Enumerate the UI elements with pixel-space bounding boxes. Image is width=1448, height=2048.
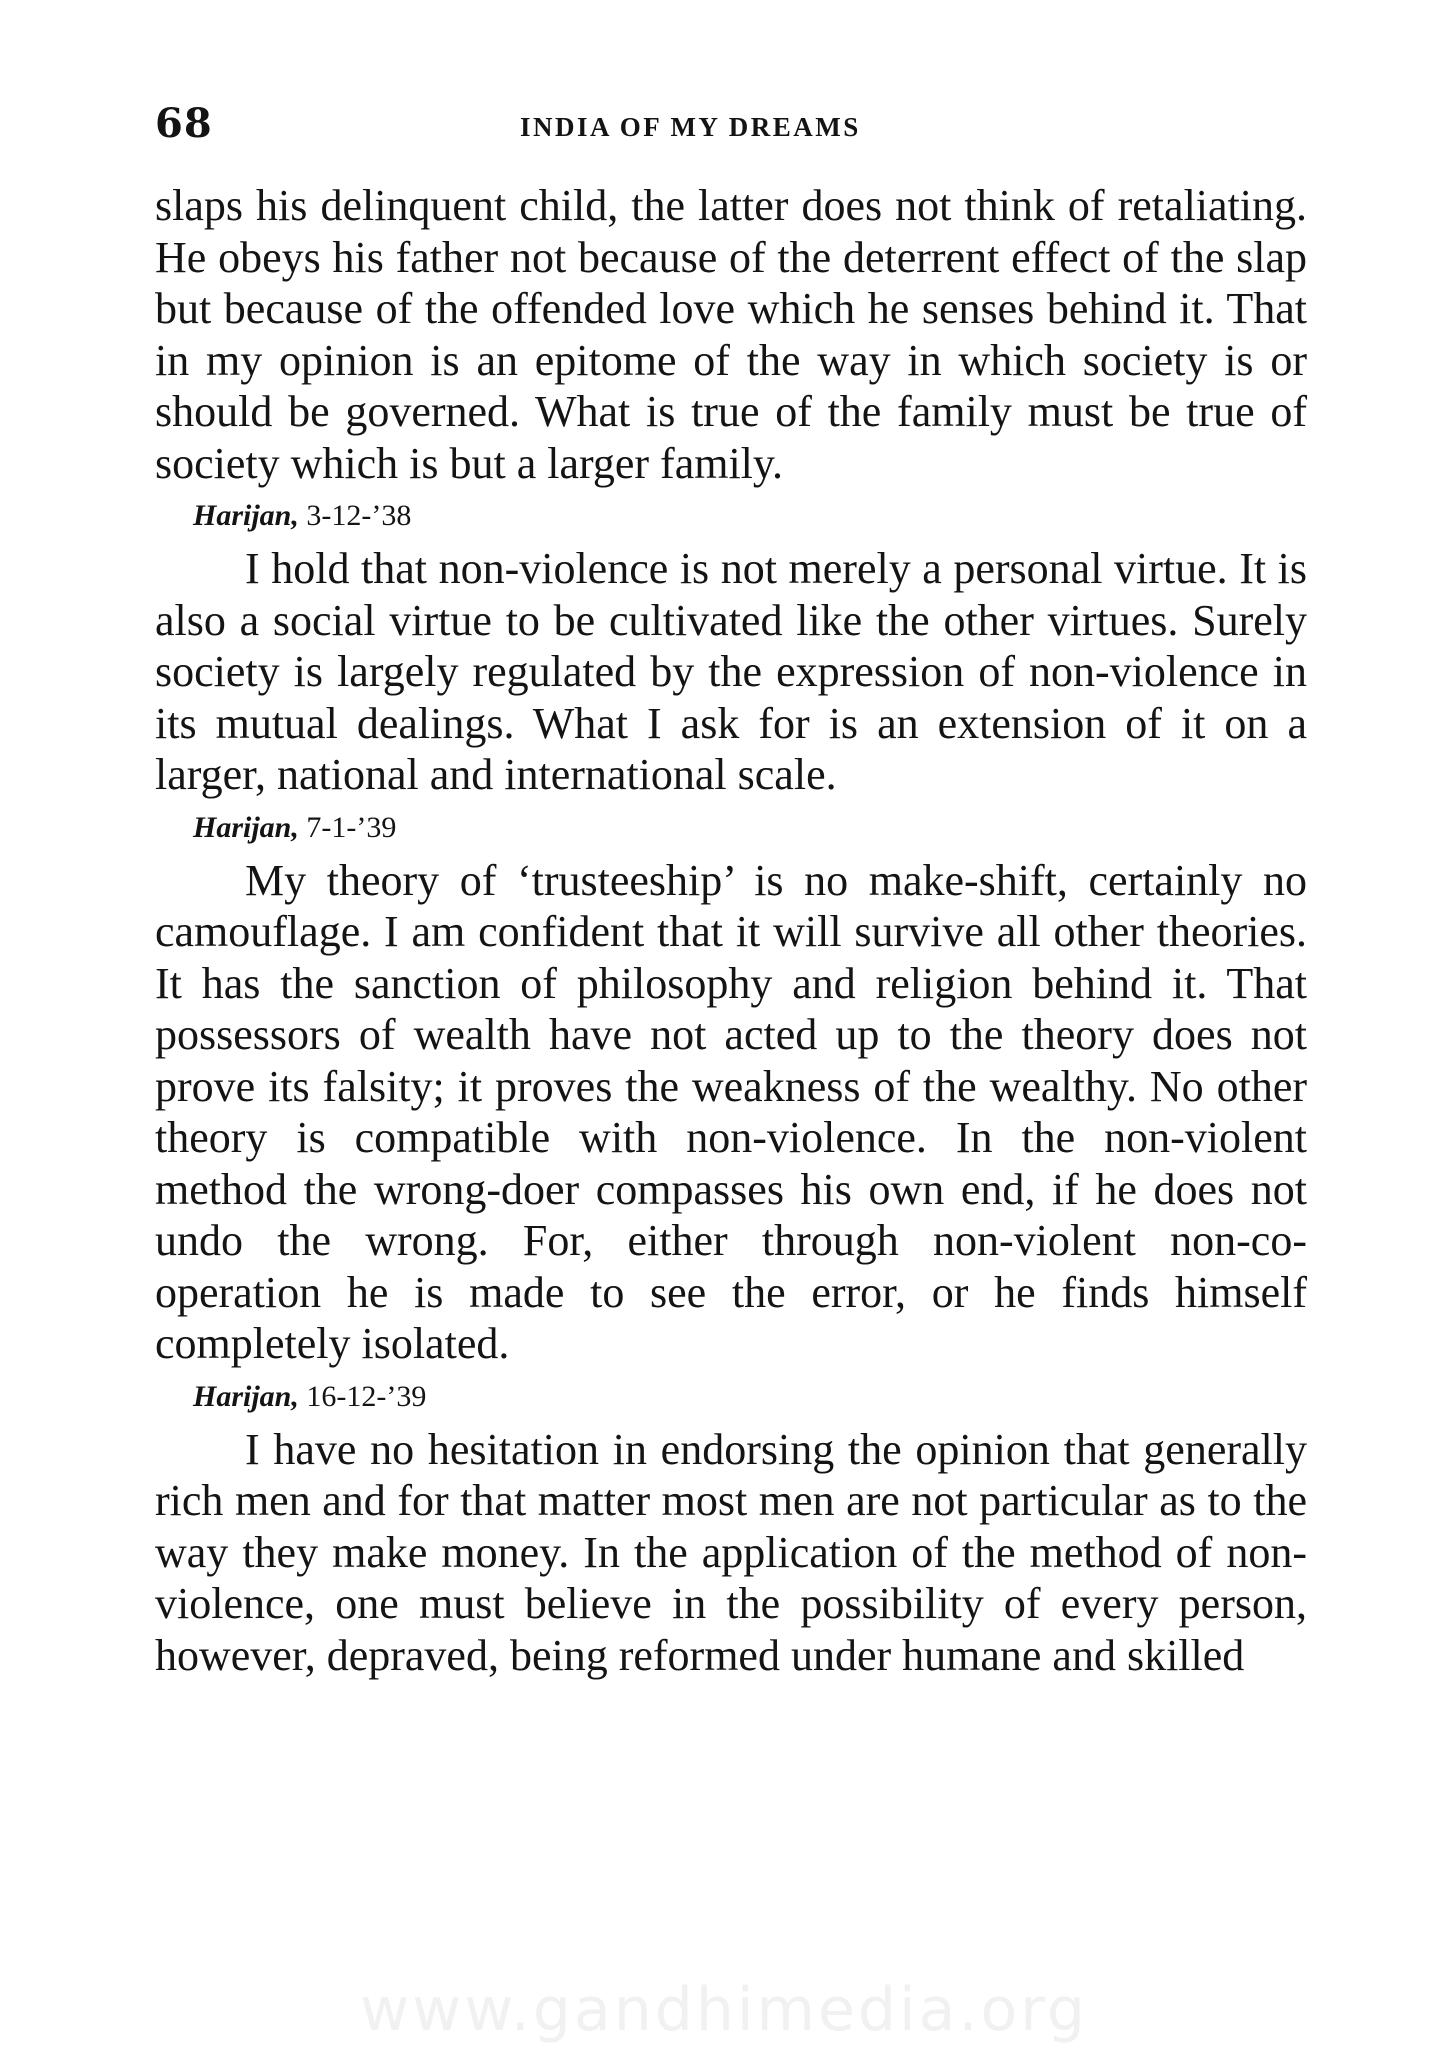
source-date: 7-1-’39 [306,810,397,844]
source-citation-2 [193,811,1307,845]
source-date: 3-12-’38 [306,499,412,532]
watermark: www.gandhimedia.org [360,1975,1088,2045]
body-text [155,180,1307,1681]
source-publication: Harijan, [193,810,299,844]
paragraph-1: slaps his delinquent child, the latter does not think of retaliating. He obeys his father not because of the deterrent effect of the slap but because of the offended love which he senses behind it. That in my opinion is an epitome of the way in which society is or should be governed. What is true of the family must be true of society which is but a larger family. [155,181,1307,488]
page-header [155,100,1300,160]
source-publication: Harijan, [193,1379,299,1413]
source-publication: Harijan, [193,499,299,532]
page-number: 68 [155,100,213,147]
paragraph-3: My theory of ‘trusteeship’ is no make-shift, certainly no camouflage. I am confident that it will survive all other theories. It has the sanction of philosophy and religion behind it. That possessors of wealth have not acted up to the theory does not prove its falsity; it proves the weakness of the wealthy. No other theory is compatible with non-violence. In the non-violent method the wrong-doer compasses his own end, if he does not undo the wrong. For, either through non-violent non-co-operation he is made to see the error, or he finds himself completely isolated. [155,855,1307,1368]
running-head: INDIA OF MY DREAMS [520,112,861,142]
paragraph-2: I hold that non-violence is not merely a personal virtue. It is also a social virtue to be cultivated like the other virtues. Surely society is largely regulated by the expression of non-violence in its mutual dealings. What I ask for is an extension of it on a larger, national and international scale. [155,544,1307,799]
source-citation-3 [193,1380,1307,1414]
source-date: 16-12-’39 [306,1379,427,1413]
paragraph-4: I have no hesitation in endorsing the opinion that generally rich men and for that matter most men are not particular as to the way they make money. In the application of the method of non-violence, one must believe in the possibility of every person, however, depraved, being reformed under humane and skilled [155,1424,1307,1680]
source-citation-1 [193,499,1307,533]
